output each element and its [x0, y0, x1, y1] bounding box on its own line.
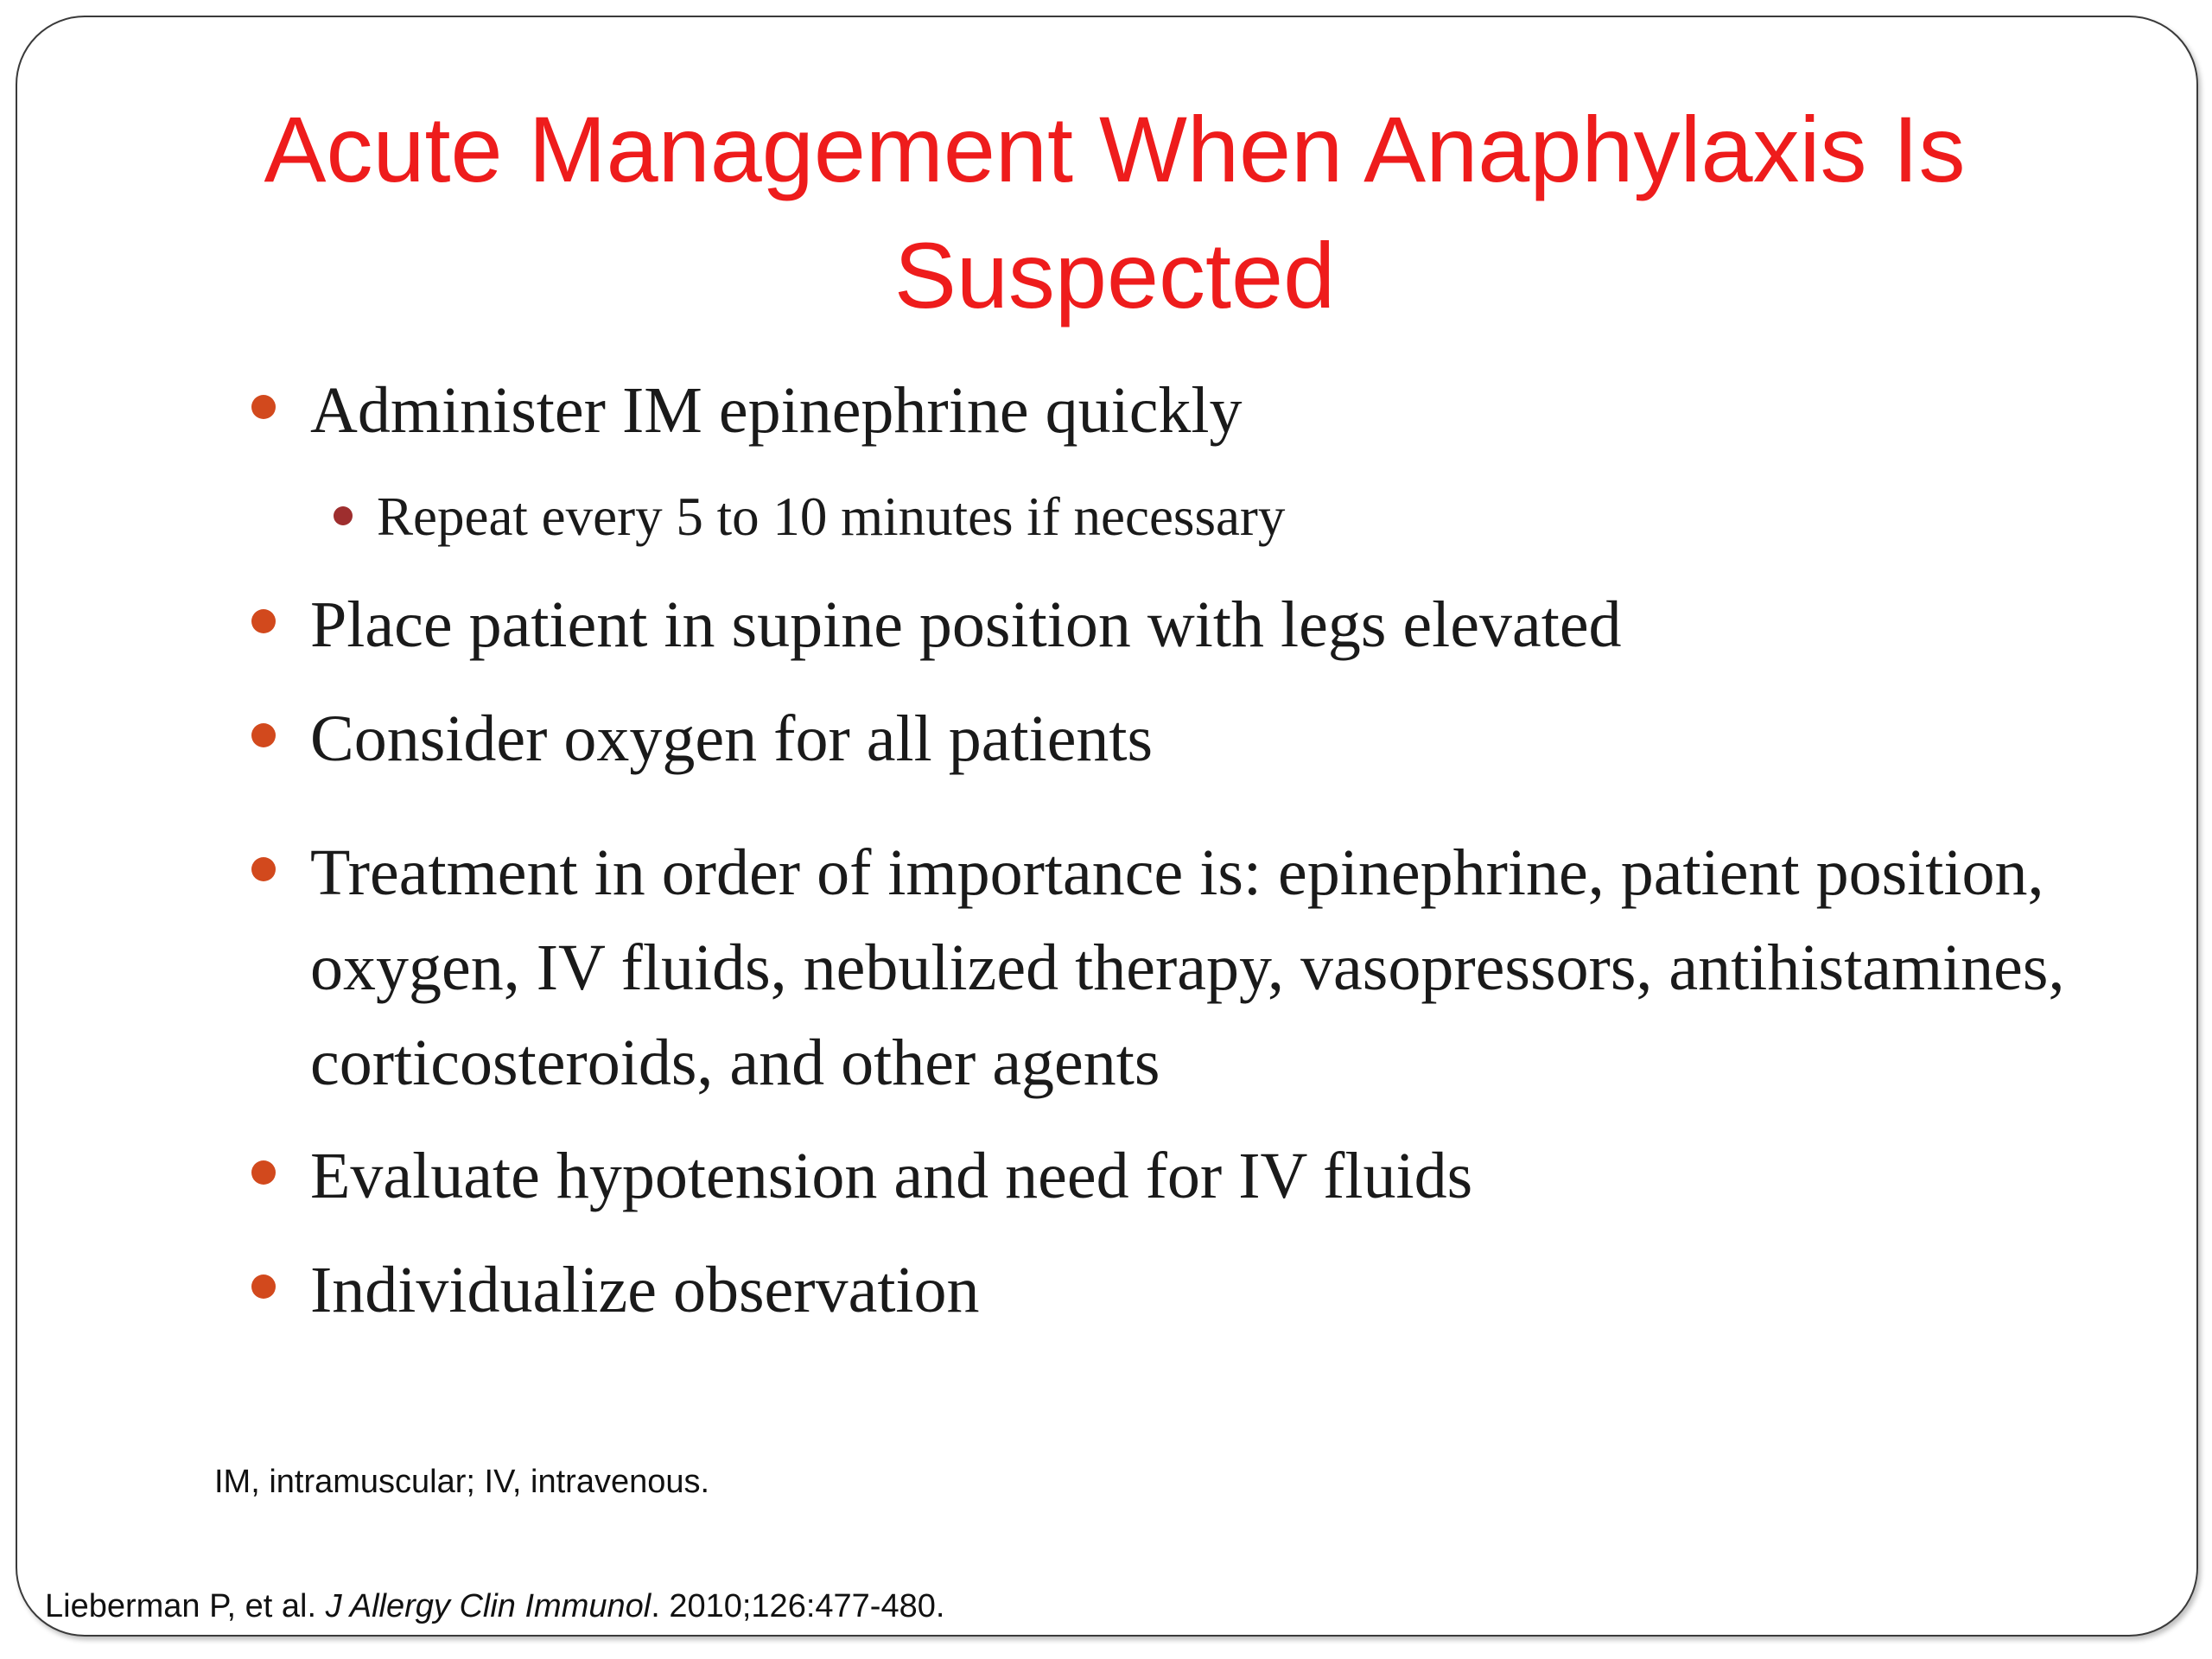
- bullet-item: [310, 363, 2090, 458]
- bullet-text: Consider oxygen for all patients: [310, 702, 1154, 775]
- sub-bullet-item: [377, 478, 2105, 556]
- bullet-item: [310, 1243, 2090, 1338]
- bullet-text: Place patient in supine position with legs elevated: [310, 588, 1622, 661]
- bullet-item: [310, 825, 2090, 1110]
- citation-authors: Lieberman P, et al.: [45, 1588, 326, 1624]
- bullet-marker-icon: [251, 609, 276, 633]
- bullet-item: [310, 1128, 2090, 1224]
- bullet-marker-icon: [251, 395, 276, 419]
- bullet-item: [310, 691, 2090, 786]
- bullet-text: Evaluate hypotension and need for IV fluids: [310, 1140, 1473, 1212]
- bullet-marker-icon: [251, 1160, 276, 1185]
- slide-title: Acute Management When Anaphylaxis Is Suspected: [264, 97, 1966, 327]
- citation: [45, 1585, 944, 1628]
- abbreviation-footnote: IM, intramuscular; IV, intravenous.: [214, 1464, 710, 1500]
- citation-journal: J Allergy Clin Immunol: [325, 1588, 652, 1624]
- bullet-marker-icon: [251, 1274, 276, 1299]
- bullet-text: Treatment in order of importance is: epinephrine, patient position, oxygen, IV fluids, nebulized therapy, vasopressors, antihistamines, corticosteroids, and other agents: [310, 836, 2065, 1099]
- sub-bullet-text: Repeat every 5 to 10 minutes if necessary: [377, 486, 1286, 547]
- bullet-marker-icon: [251, 723, 276, 747]
- bullet-marker-icon: [251, 857, 276, 881]
- bullet-text: Administer IM epinephrine quickly: [310, 374, 1243, 447]
- citation-details: . 2010;126:477-480.: [651, 1588, 945, 1624]
- bullet-item: [310, 577, 2090, 672]
- sub-bullet-marker-icon: [334, 506, 353, 525]
- bullet-text: Individualize observation: [310, 1254, 980, 1326]
